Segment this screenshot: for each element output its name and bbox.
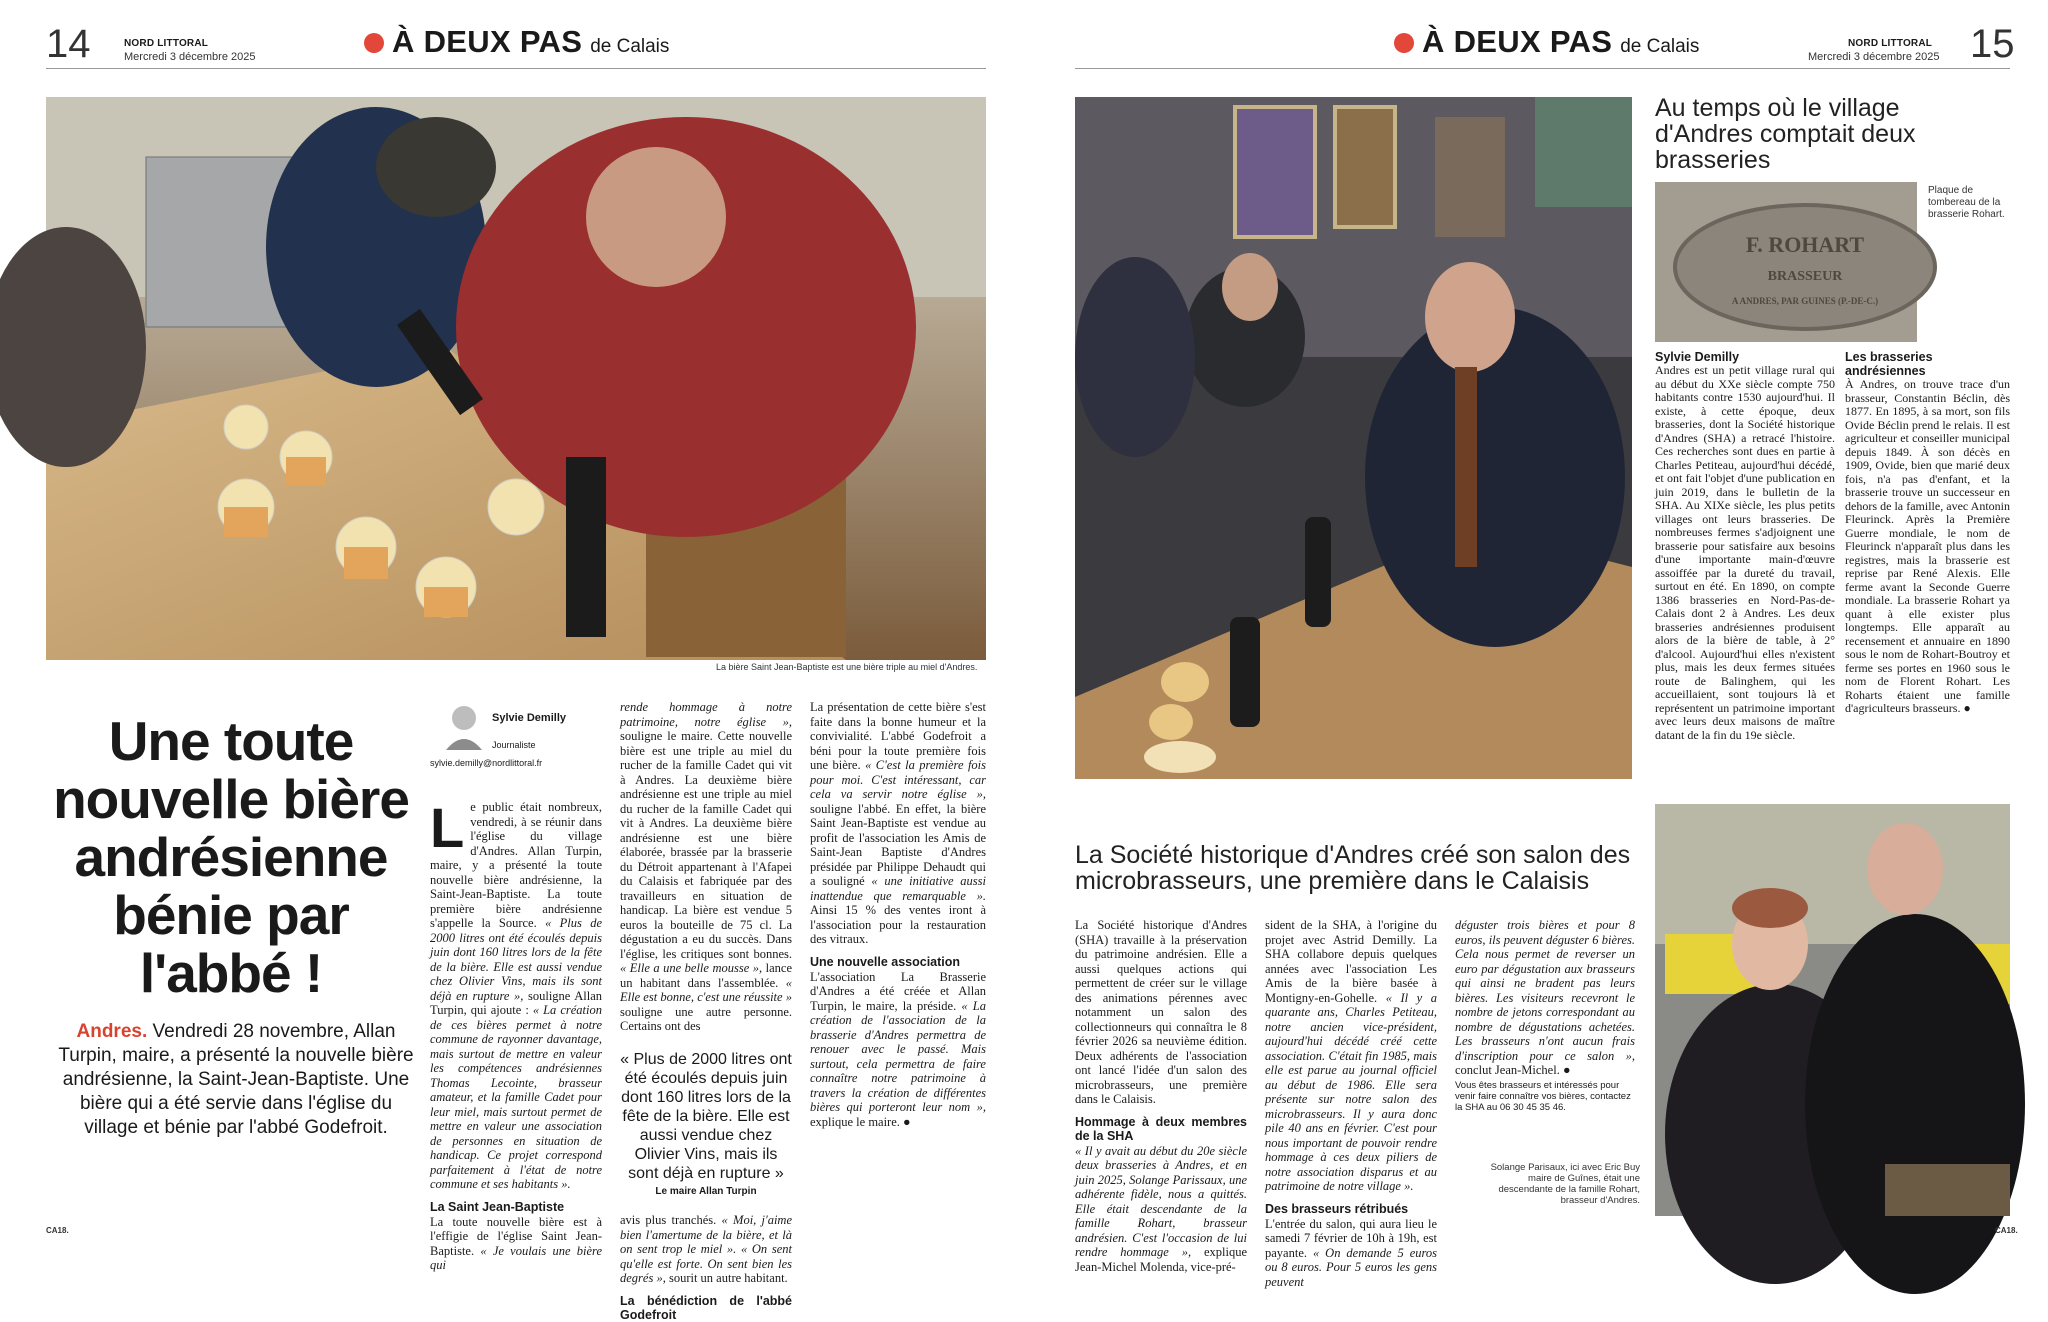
sidebar-column-2 (1845, 378, 2010, 718)
solange-portrait-photo (1655, 804, 2010, 1216)
col3-quote-4: « La création de l'association de la brasserie d'Andres permettra de renouer avec le passé. Mais surtout, cela permettra de faire connaître notre patrimoine à travers la création de différentes bières qui porteront leur nom », (810, 998, 987, 1114)
right-rubric (1394, 24, 1699, 60)
contact-info: Vous êtes brasseurs et intéressés pour venir faire connaître vos bières, contactez la SHA au 06 30 45 35 46. (1455, 1079, 1631, 1113)
main-headline: Une toute nouvelle bière andrésienne bénie par l'abbé ! (53, 710, 409, 1004)
col1-text-3: La toute nouvelle bière est à l'effigie de l'église Saint Jean-Baptiste. (430, 1214, 602, 1258)
author-email[interactable]: sylvie.demilly@nordlittoral.fr (430, 758, 543, 768)
left-footer-code: CA18. (46, 1226, 69, 1235)
rubric-dot-icon (364, 33, 384, 53)
author-name: Sylvie Demilly (492, 712, 566, 724)
col2-text-4: avis plus tranchés. (620, 1213, 717, 1227)
left-rubric-main: À DEUX PAS (392, 24, 583, 59)
right-masthead: NORD LITTORAL (1848, 38, 1933, 49)
article-column-1 (430, 796, 602, 1272)
right-rubric-main: À DEUX PAS (1422, 24, 1613, 59)
col1-quote-2: « La création de ces bières permet à notre commune de rayonner davantage, mais surtout de mettre en valeur les compétences andrésiennes Thomas Lecointe, brasseur amateur, et la famille Cadet pour leur miel, mais surtout permet de mettre en valeur une association de personnes en situation de handicap. Ce projet correspond parfaitement à l'état de notre commune et ses habitants ». (430, 1003, 602, 1191)
left-date: Mercredi 3 décembre 2025 (124, 51, 256, 63)
right-footer-code: CA18. (1995, 1226, 2018, 1235)
right-page-number: 15 (1970, 22, 2015, 66)
right-col2-text: sident de la SHA, à l'origine du projet avec Astrid Demilly. La SHA collabore depuis quelques années avec l'association Les Amis de la bière basée à Montigny-en-Gohelle. (1265, 918, 1437, 1005)
col3-text-5: explique le maire. (810, 1114, 900, 1129)
right-col2-end: L'entrée du salon, qui aura lieu le samedi 7 février de 10h à 19h, est payante. (1265, 1216, 1437, 1260)
sidebar-title: Au temps où le village d'Andres comptait deux brasseries (1655, 94, 1916, 174)
col1-text: e public était nombreux, vendredi, à se réunir dans l'église du village d'Andres. Allan Turpin, maire, y a présenté la toute nouvelle bière andrésienne, la Saint-Jean-Baptiste. La toute première bière andrésienne s'appelle la Source. (430, 800, 602, 930)
col2-text-5: sourit un autre habitant. (668, 1271, 788, 1285)
pull-quote: « Plus de 2000 litres ont été écoulés depuis juin dont 160 litres lors de la fête de la bière. Elle est aussi vendue chez Olivier Vins, mais ils sont déjà en rupture » (620, 1050, 792, 1182)
col2-quote-3: « Elle est bonne, c'est une réussite » (620, 975, 792, 1004)
col2-text-3: souligne une autre personne. Certains ont des (620, 1004, 792, 1033)
dropcap: L (430, 796, 465, 859)
author-role: Journaliste (492, 740, 536, 750)
right-rubric-sub: de Calais (1620, 36, 1700, 57)
right-date: Mercredi 3 décembre 2025 (1808, 51, 1940, 63)
sidebar-subhead: Les brasseries andrésiennes (1845, 350, 1933, 378)
right-col2-quote: « Il y a quarante ans, Charles Petiteau, notre ancien vice-président, aujourd'hui décédé créé cette association. C'était fin 1985, mais elle est parue au journal officiel au début de 1986. Elle sera présente sur notre salon des microbrasseurs. Il y aura donc pile 40 ans en février. C'est pour nous important de pouvoir rendre hommage à ces deux piliers de notre association disparus et au patrimoine de notre village ». (1265, 990, 1437, 1193)
rohart-plaque-photo (1655, 182, 1917, 342)
plaque-text-1: F. ROHART (1745, 232, 1865, 257)
plaque-text-3: A ANDRES, PAR GUINES (P.-DE-C.) (1731, 296, 1879, 306)
subhead-brasseurs: Des brasseurs rétribués (1265, 1201, 1409, 1216)
col2-quote-2: « Elle a une belle mousse », (620, 961, 763, 975)
right-col1-end: explique Jean-Michel Molenda, vice-pré- (1075, 1245, 1247, 1274)
col1-quote-3: « Je voulais une bière qui (430, 1243, 602, 1272)
left-header-rule (46, 68, 986, 69)
end-mark-icon: ● (1562, 1063, 1571, 1077)
author-avatar (442, 700, 486, 750)
right-header-rule (1075, 68, 2010, 69)
church-tasting-photo (1075, 97, 1632, 779)
beer-pouring-illustration (46, 97, 986, 660)
subhead-saint-jean: La Saint Jean-Baptiste (430, 1199, 565, 1214)
article-column-3 (810, 700, 987, 1129)
right-col1-quote: « Il y avait au début du 20e siècle deux brasseries à Andres, et en juin 2025, Solange Parissaux, une adhérente fidèle, nous a quittés. Elle était descendante de la famille Rohart, brasseur andrésien. C'est l'occasion de lui rendre hommage », (1075, 1143, 1247, 1259)
col3-text-4: L'association La Brasserie d'Andres a été créée et Allan Turpin, le maire, la préside. (810, 969, 986, 1013)
church-tasting-illustration (1075, 97, 1632, 779)
plaque-caption: Plaque de tombereau de la brasserie Rohart. (1928, 185, 2005, 220)
pull-quote-author: Le maire Allan Turpin (655, 1185, 757, 1197)
right-col3-end: conclut Jean-Michel. (1455, 1063, 1560, 1077)
col1-quote: « Plus de 2000 litres ont été écoulés depuis juin dont 160 litres lors de la fête de la bière. Elle est aussi vendue chez Olivier Vins, mais ils sont déjà en rupture », (430, 916, 602, 1003)
right-column-1 (1075, 918, 1247, 1274)
left-rubric-sub: de Calais (590, 36, 670, 57)
chapo (56, 1020, 416, 1140)
col3-text-3: Ainsi 15 % des ventes iront à l'association pour la restauration des vitraux. (810, 903, 986, 946)
left-page-number: 14 (46, 22, 91, 66)
left-photo-caption: La bière Saint Jean-Baptiste est une bière triple au miel d'Andres. (716, 662, 978, 672)
subhead-hommage: Hommage à deux membres de la SHA (1075, 1114, 1247, 1143)
plaque-text-2: BRASSEUR (1767, 269, 1843, 284)
col2-quote-4: « Moi, j'aime bien l'amertume de la bière, et là on sent trop le miel ». « On sent qu'elle est forte. On sent bien les degrés », (620, 1213, 792, 1285)
end-mark-icon: ● (1963, 701, 1971, 715)
sidebar-author: Sylvie Demilly (1655, 350, 1740, 364)
chapo-place: Andres. (76, 1021, 148, 1042)
col3-quote-2: « une initiative aussi inattendue que remarquable ». (810, 874, 986, 903)
sidebar-column-1: Andres est un petit village rural qui au début du XXe siècle compte 750 habitants contre 1530 aujourd'hui. Il existe, à cette époque, deux brasseries, dont la Société historique d'Andres (SHA) a retracé l'histoire. Ces recherches sont dues en partie à Charles Petiteau, aujourd'hui décédé, et ont fait l'objet d'une publication en juin 2019, dans le bulletin de la SHA. Au XIXe siècle, les plus petits villages ont leurs brasseries. De nombreuses fermes s'adjoignent une brasserie pour satisfaire aux besoins d'une importante main-d'œuvre assoiffée par la dureté du travail, surtout en été. En 1890, on compte 1386 brasseries en Nord-Pas-de-Calais dont 2 à Andres. Les deux brasseries andrésiennes produisent alors de la bière de table, à 2° d'alcool. Aujourd'hui elles n'existent plus, mais les deux fermes situées route de Balinghem, qui les accueillaient, sont toujours là et représentent un patrimoine important avec leurs deux maisons de maître datant de la fin du 19e siècle. (1655, 363, 1835, 742)
end-mark-icon: ● (903, 1114, 911, 1129)
right-col1-text: La Société historique d'Andres (SHA) travaille à la préservation du patrimoine andrésien. Elle a aussi quelques actions qui permettent de créer sur le village des animations pérennes avec notamment un salon des collectionneurs qui connaîtra le 8 février 2026 sa neuvième édition. Deux adhérents de l'association ont lancé l'idée d'un salon des microbrasseurs, une première dans le Calaisis. (1075, 918, 1247, 1106)
col3-text: La présentation de cette bière s'est faite dans la bonne humeur et la convivialité. L'abbé Godefroit a béni pour la toute première fois une bière. (810, 700, 986, 772)
solange-portrait-illustration (1655, 804, 2010, 1216)
article-column-2 (620, 700, 792, 1322)
col3-quote: « C'est la première fois pour moi. C'est intéressant, car cela va servir notre église », (810, 758, 986, 801)
subhead-association: Une nouvelle association (810, 954, 961, 969)
subhead-benediction: La bénédiction de l'abbé Godefroit (620, 1293, 792, 1322)
col1-text-2: souligne Allan Turpin, qui ajoute : (430, 988, 602, 1017)
col2-text: souligne le maire. Cette nouvelle bière est une triple au miel du rucher de la famille Cadet qui vit à Andres. La deuxième bière andrésienne est une triple au miel du rucher de la famille Cadet qui vit à Andres. La deuxième bière andrésienne est une bière élaborée, brassée par la brasserie du Détroit appartenant à l'Afapei du Calaisis et fabriquée par des travailleurs en situation de handicap. La bière est vendue 5 euros la bouteille de 75 cl. La dégustation a eu du succès. Dans l'église, les critiques sont bonnes. (620, 729, 792, 961)
col2-quote: rende hommage à notre patrimoine, notre église », (620, 700, 792, 729)
sidebar-col2-text: À Andres, on trouve trace d'un brasseur, Constantin Béclin, dès 1877. En 1895, à sa mort, son fils Ovide Béclin prend le relais. Il est agriculteur et conseiller municipal depuis 1849. À son décès en 1909, Ovide, bien que marié deux fois, n'a pas d'enfant, et la brasserie trouve un successeur en dehors de la famille, avec Antonin Fleurinck. Après la Première Guerre mondiale, le nom de Fleurinck n'apparaît plus dans les registres, mais la brasserie est reprise par René Alexis. Elle ferme avant la Seconde Guerre mondiale. La brasserie Rohart ya quant à elle exister plus longtemps. Elle apparaît au recensement et annuaire en 1890 sous le nom de Rohart-Boutroy et ferme ses portes en 1960 sous le nom de Florent Rohart. Les Roharts étaient une famille d'agriculteurs brasseurs. (1845, 377, 2010, 715)
right-headline: La Société historique d'Andres créé son salon des microbrasseurs, une première dans le Calaisis (1075, 841, 1631, 895)
right-col3-quote: déguster trois bières et pour 8 euros, ils peuvent déguster 6 bières. Cela nous permet de reverser un euro par dégustation aux brasseurs qui ainsi ne bradent pas leurs bières. Les visiteurs recevront le nombre de jetons correspondant au nombre de dégustations achetées. Les brasseurs n'ont aucun frais d'inscription pour ce salon », (1455, 918, 1635, 1063)
rohart-plaque-illustration (1655, 182, 1917, 342)
col2-text-2: lance un habitant dans l'assemblée. (620, 961, 792, 990)
portrait-caption: Solange Parisaux, ici avec Eric Buy maire de Guînes, était une descendante de la famille Rohart, brasseur d'Andres. (1490, 1162, 1640, 1206)
right-col2-end-quote: « On demande 5 euros ou 8 euros. Pour 5 euros les gens peuvent (1265, 1245, 1438, 1289)
chapo-text: Vendredi 28 novembre, Allan Turpin, maire, a présenté la nouvelle bière andrésienne, la Saint-Jean-Baptiste. Une bière qui a été servie dans l'église du village et bénie par l'abbé Godefroit. (58, 1021, 414, 1138)
beer-pouring-photo (46, 97, 986, 660)
right-column-2 (1265, 918, 1438, 1289)
left-masthead: NORD LITTORAL (124, 38, 209, 49)
rubric-dot-icon (1394, 33, 1414, 53)
left-rubric (364, 24, 669, 60)
col3-text-2: souligne l'abbé. En effet, la bière Saint Jean-Baptiste est vendue au profit de l'association les Amis de Saint-Jean Baptiste d'Andres présidée par Philippe Dehaudt qui a souligné (810, 801, 986, 888)
